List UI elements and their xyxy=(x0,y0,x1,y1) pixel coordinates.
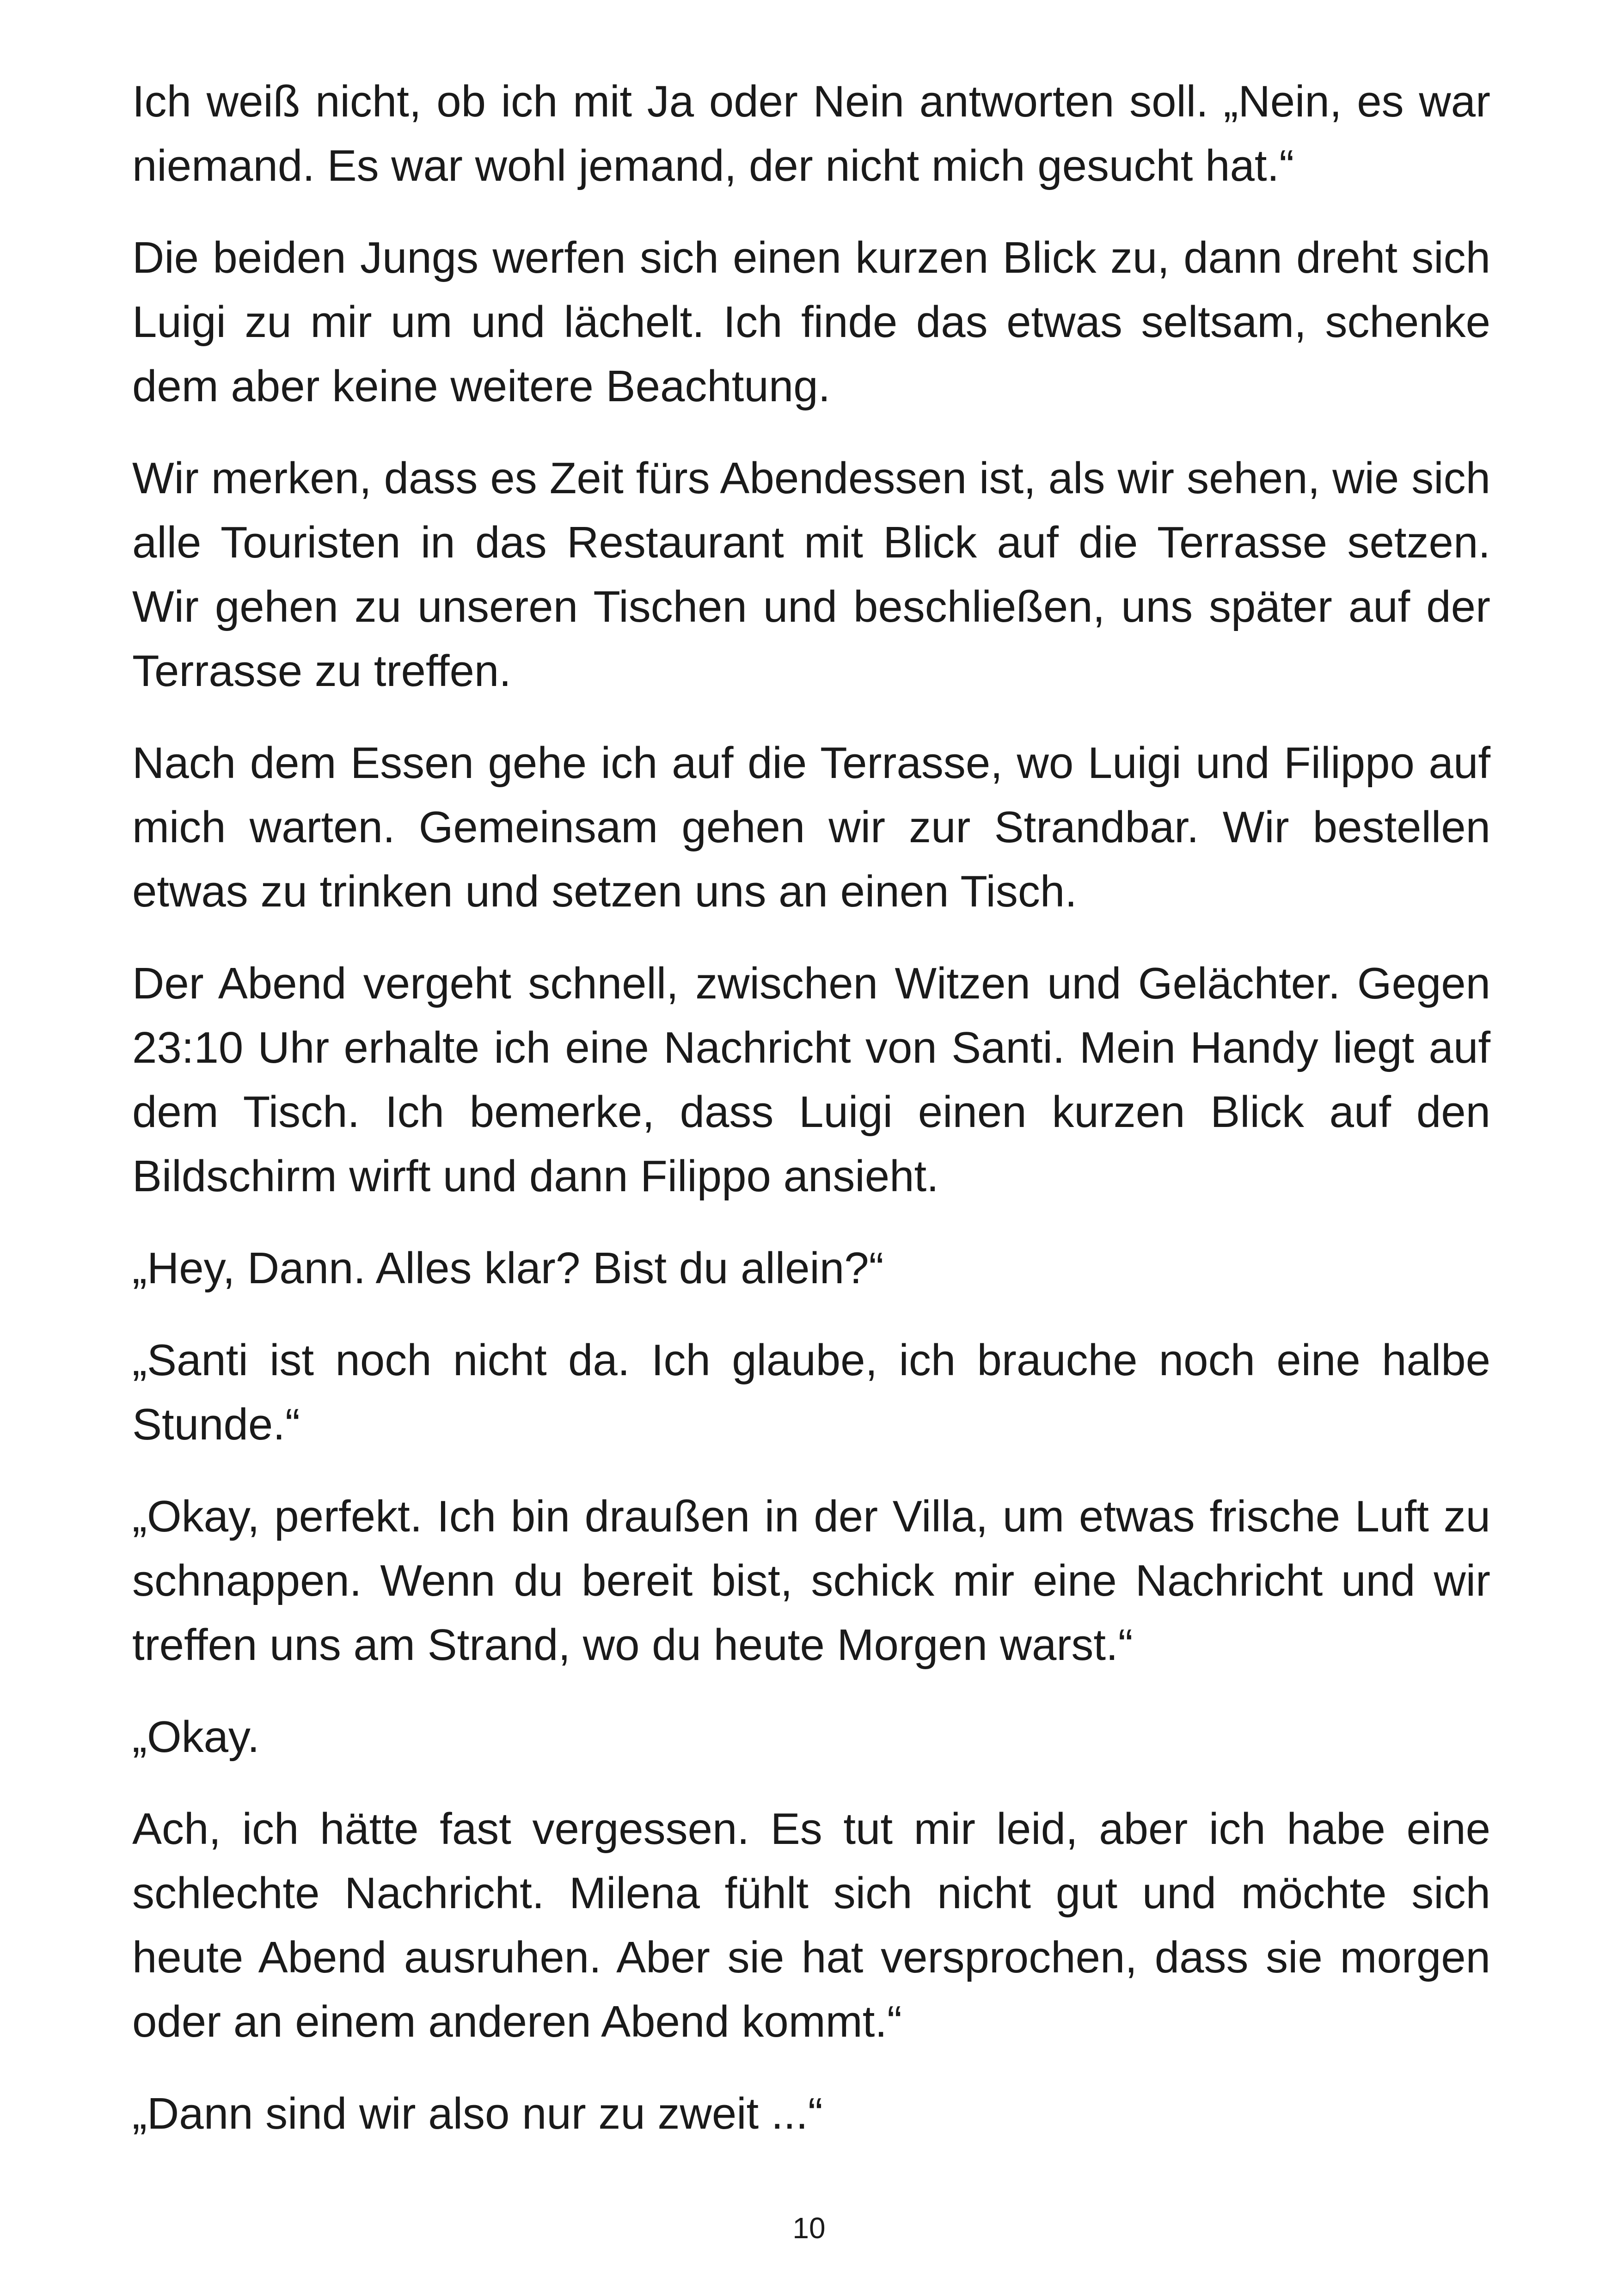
paragraph: „Okay. xyxy=(132,1712,260,1762)
paragraph: Ich weiß nicht, ob ich mit Ja oder Nein antworten soll. „Nein, es war niemand. Es war wohl jemand, der nicht mich gesucht hat.“ xyxy=(132,77,1490,190)
page-number: 10 xyxy=(792,2211,826,2245)
body-text xyxy=(132,69,1490,2174)
paragraph: Nach dem Essen gehe ich auf die Terrasse, wo Luigi und Filippo auf mich warten. Gemeinsam gehen wir zur Strandbar. Wir bestellen etwas zu trinken und setzen uns an einen Tisch. xyxy=(132,738,1490,916)
paragraph: Der Abend vergeht schnell, zwischen Witzen und Gelächter. Gegen 23:10 Uhr erhalte ich eine Nachricht von Santi. Mein Handy liegt auf dem Tisch. Ich bemerke, dass Luigi einen kurzen Blick auf den Bildschirm wirft und dann Filippo ansieht. xyxy=(132,959,1490,1201)
paragraph: Ach, ich hätte fast vergessen. Es tut mir leid, aber ich habe eine schlechte Nachricht. Milena fühlt sich nicht gut und möchte sich heute Abend ausruhen. Aber sie hat versprochen, dass sie morgen oder an einem anderen Abend kommt.“ xyxy=(132,1804,1490,2046)
paragraph: „Santi ist noch nicht da. Ich glaube, ich brauche noch eine halbe Stunde.“ xyxy=(132,1335,1490,1449)
paragraph: Die beiden Jungs werfen sich einen kurzen Blick zu, dann dreht sich Luigi zu mir um und lächelt. Ich finde das etwas seltsam, schenke dem aber keine weitere Beachtung. xyxy=(132,233,1490,411)
paragraph: „Hey, Dann. Alles klar? Bist du allein?“ xyxy=(132,1243,884,1293)
paragraph: „Okay, perfekt. Ich bin draußen in der Villa, um etwas frische Luft zu schnappen. Wenn du bereit bist, schick mir eine Nachricht und wir treffen uns am Strand, wo du heute Morgen warst.“ xyxy=(132,1492,1490,1670)
paragraph: „Dann sind wir also nur zu zweit ...“ xyxy=(132,2089,823,2138)
paragraph: Wir merken, dass es Zeit fürs Abendessen ist, als wir sehen, wie sich alle Touristen in das Restaurant mit Blick auf die Terrasse setzen. Wir gehen zu unseren Tischen und beschließen, uns später auf der Terrasse zu treffen. xyxy=(132,453,1490,696)
